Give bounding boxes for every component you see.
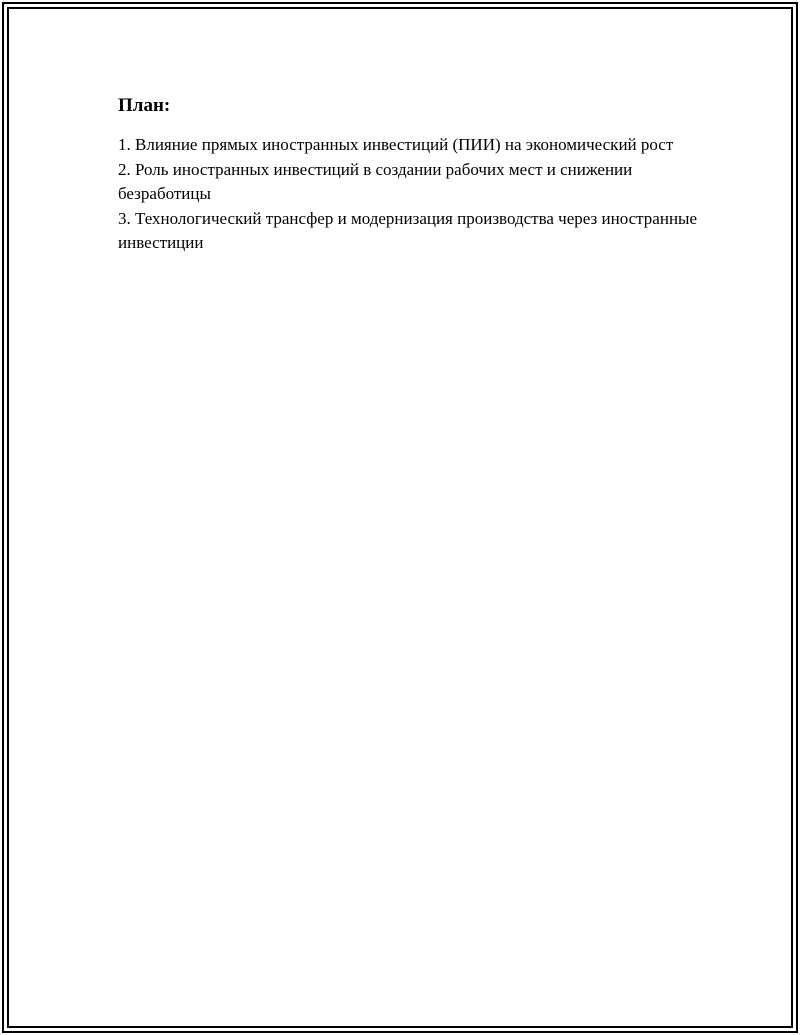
plan-list (118, 133, 698, 256)
plan-heading: План: (118, 95, 171, 116)
plan-item-2: 2. Роль иностранных инвестиций в создании рабочих мест и снижении безработицы (118, 159, 633, 203)
plan-item-1: 1. Влияние прямых иностранных инвестиций (ПИИ) на экономический рост (118, 135, 674, 154)
plan-item-3: 3. Технологический трансфер и модернизация производства через иностранные инвестиции (118, 208, 698, 252)
page-content (118, 94, 698, 256)
